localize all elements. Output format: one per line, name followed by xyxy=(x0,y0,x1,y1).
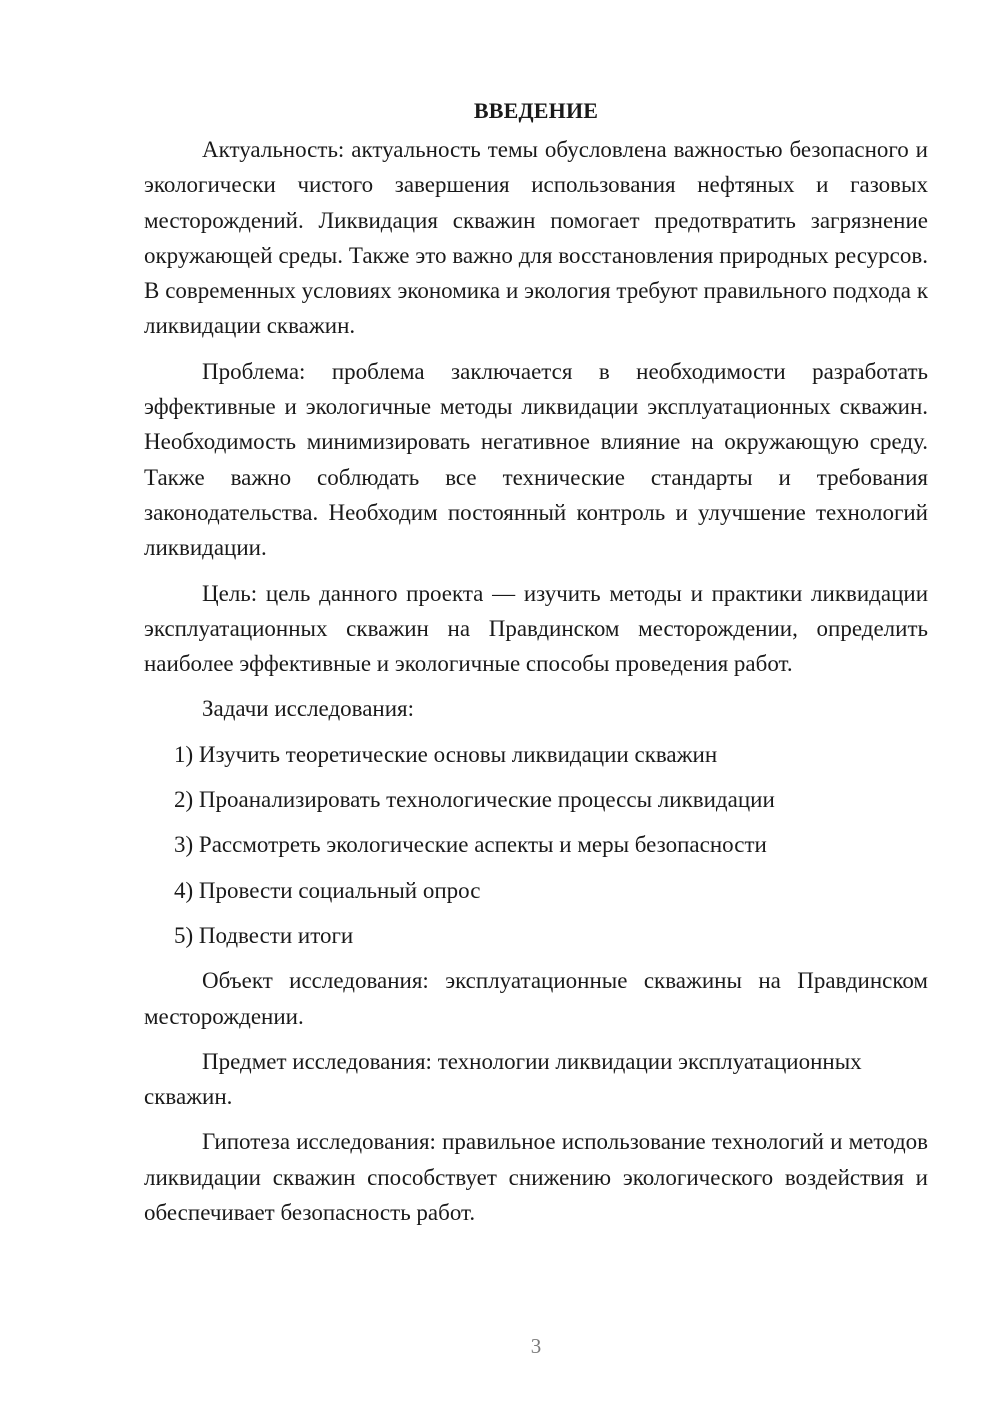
task-item: 5) Подвести итоги xyxy=(174,922,354,948)
paragraph-hypothesis: Гипотеза исследования: правильное использование технологий и методов ликвидации скважин способствует снижению экологического воздействия и обеспечивает безопасность работ. xyxy=(144,1129,928,1226)
task-item: 2) Проанализировать технологические процессы ликвидации xyxy=(174,787,775,813)
paragraph-object: Объект исследования: эксплуатационные скважины на Правдинском месторождении. xyxy=(144,968,928,1029)
tasks-heading: Задачи исследования: xyxy=(202,696,415,722)
paragraph-problem: Проблема: проблема заключается в необходимости разработать эффективные и экологичные методы ликвидации эксплуатационных скважин. Необходимость минимизировать негативное влияние на окружающую среду. Также важно соблюдать все технические стандарты и требования законодательства. Необходим постоянный контроль и улучшение технологий ликвидации. xyxy=(144,358,928,561)
paragraph-subject: Предмет исследования: технологии ликвидации эксплуатационных скважин. xyxy=(144,1048,862,1110)
task-item: 4) Провести социальный опрос xyxy=(174,877,481,903)
paragraph-relevance: Актуальность: актуальность темы обусловлена важностью безопасного и экологически чистого завершения использования нефтяных и газовых месторождений. Ликвидация скважин помогает предотвратить загрязнение окружающей среды. Также это важно для восстановления природных ресурсов. В современных условиях экономика и экология требуют правильного подхода к ликвидации скважин. xyxy=(144,137,928,339)
page-number: 3 xyxy=(530,1334,542,1358)
task-item: 3) Рассмотреть экологические аспекты и меры безопасности xyxy=(174,832,767,858)
page-content xyxy=(144,93,928,1240)
task-list xyxy=(144,737,928,953)
task-item: 1) Изучить теоретические основы ликвидации скважин xyxy=(174,741,718,767)
section-title: ВВЕДЕНИЕ xyxy=(473,98,599,123)
paragraph-goal: Цель: цель данного проекта — изучить методы и практики ликвидации эксплуатационных скважин на Правдинском месторождении, определить наиболее эффективные и экологичные способы проведения работ. xyxy=(144,580,928,677)
